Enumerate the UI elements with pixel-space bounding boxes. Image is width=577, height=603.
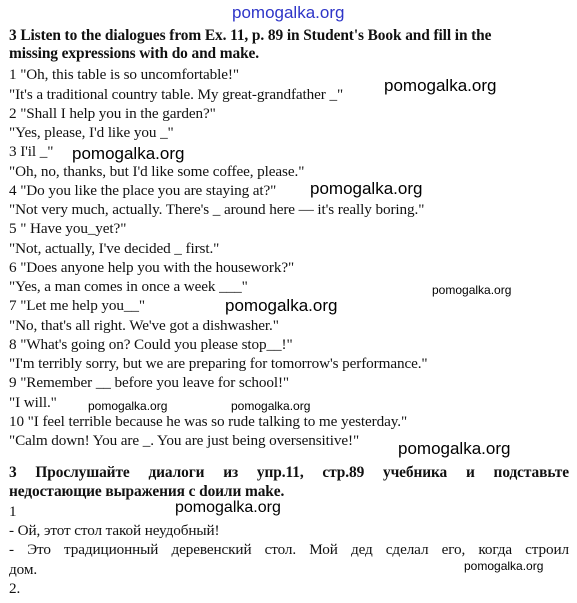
dialogue-line: 9 "Remember __ before you leave for school!" — [9, 374, 290, 391]
dialogue-line: "Yes, please, I'd like you _" — [9, 124, 174, 141]
translation-line: - Это традиционный деревенский стол. Мой дед сделал его, когда строил — [9, 541, 569, 558]
dialogue-line: 6 "Does anyone help you with the housework?" — [9, 259, 295, 276]
dialogue-line: 8 "What's going on? Could you please stop__!" — [9, 336, 293, 353]
site-watermark: pomogalka.org — [310, 179, 423, 198]
site-watermark: pomogalka.org — [72, 144, 185, 163]
site-watermark: pomogalka.org — [232, 3, 345, 22]
translation-line: - Ой, этот стол такой неудобный! — [9, 522, 220, 539]
dialogue-line: 5 " Have you_yet?" — [9, 220, 127, 237]
russian-heading-line-1: 3 Прослушайте диалоги из упр.11, стр.89 учебника и подставьте — [9, 464, 569, 481]
dialogue-line: "I will." — [9, 394, 57, 411]
dialogue-line: "Calm down! You are _. You are just being oversensitive!" — [9, 432, 360, 449]
english-heading-line-1: 3 Listen to the dialogues from Ex. 11, p. 89 in Student's Book and fill in the — [9, 27, 492, 44]
dialogue-line: 2 "Shall I help you in the garden?" — [9, 105, 216, 122]
site-watermark: pomogalka.org — [225, 296, 338, 315]
site-watermark: pomogalka.org — [384, 76, 497, 95]
dialogue-line: "It's a traditional country table. My great-grandfather _" — [9, 86, 344, 103]
english-heading-line-2: missing expressions with do and make. — [9, 45, 260, 62]
dialogue-line: "No, that's all right. We've got a dishwasher." — [9, 317, 279, 334]
dialogue-line: 3 I'il _" — [9, 143, 54, 160]
dialogue-line: 4 "Do you like the place you are staying at?" — [9, 182, 277, 199]
site-watermark: pomogalka.org — [175, 499, 281, 516]
translation-line: 2. — [9, 580, 21, 597]
dialogue-line: "Not, actually, I've decided _ first." — [9, 240, 220, 257]
dialogue-line: 1 "Oh, this table is so uncomfortable!" — [9, 66, 239, 83]
dialogue-line: "I'm terribly sorry, but we are preparing for tomorrow's performance." — [9, 355, 428, 372]
russian-heading-line-2: недостающие выражения с doили make. — [9, 483, 285, 500]
site-watermark: pomogalka.org — [398, 439, 511, 458]
site-watermark: pomogalka.org — [432, 283, 512, 297]
site-watermark: pomogalka.org — [88, 399, 168, 413]
translation-line: дом. — [9, 561, 38, 578]
dialogue-line: 7 "Let me help you__" — [9, 297, 145, 314]
dialogue-line: "Oh, no, thanks, but I'd like some coffee, please." — [9, 163, 305, 180]
dialogue-line: 10 "I feel terrible because he was so rude talking to me yesterday." — [9, 413, 408, 430]
translation-line: 1 — [9, 503, 17, 520]
dialogue-line: "Not very much, actually. There's _ around here — it's really boring." — [9, 201, 425, 218]
site-watermark: pomogalka.org — [464, 559, 544, 573]
site-watermark: pomogalka.org — [231, 399, 311, 413]
dialogue-line: "Yes, a man comes in once a week ___" — [9, 278, 248, 295]
